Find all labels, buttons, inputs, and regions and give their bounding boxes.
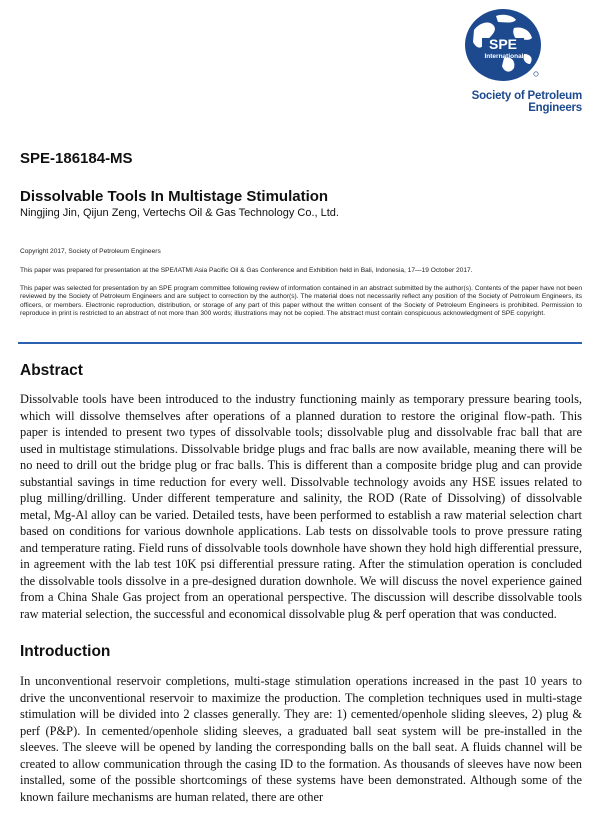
presentation-notice: This paper was prepared for presentation at the SPE/IATMI Asia Pacific Oil & Gas Conference and Exhibition held in Bali, Indonesia, 17—19 October 2017. — [20, 267, 473, 274]
globe-icon — [464, 8, 542, 82]
paper-id: SPE-186184-MS — [20, 150, 133, 167]
paper-title: Dissolvable Tools In Multistage Stimulation — [20, 188, 329, 205]
introduction-heading: Introduction — [20, 643, 111, 660]
section-divider — [18, 342, 582, 344]
introduction-body: In unconventional reservoir completions, multi-stage stimulation operations increased in the past 10 years to drive the unconventional reservoir to maximize the production. The completion techniques used in multi-stage stimulation will be divided into 2 classes generally. They are: 1) cemented/openhole sliding sleeves, 2) plug & perf (P&P). In cemented/openhole sliding sleeves, a graduated ball seat system will be pre-installed in the sleeves. The sleeve will be opened by landing the corresponding balls on the ball seat. A fluids channel will be created to allow communication through the casing ID to the formation. As thousands of sleeves have now been installed, some of the possible shortcomings of these systems have been demonstrated. Although some of the known failure mechanisms are human related, there are other — [20, 674, 582, 804]
spe-logo — [448, 8, 582, 114]
copyright-notice: Copyright 2017, Society of Petroleum Engineers — [20, 248, 161, 255]
logo-mark-text: SPE — [488, 36, 518, 52]
selection-notice: This paper was selected for presentation by an SPE program committee following review of information contained in an abstract submitted by the author(s). Contents of the paper have not been reviewed by the Society of Petroleum Engineers and are subject to correction by the author(s). The material does not necessarily reflect any position of the Society of Petroleum Engineers, its officers, or members. Electronic reproduction, distribution, or storage of any part of this paper without the written consent of the Society of Petroleum Engineers is prohibited. Permission to reproduce in print is restricted to an abstract of not more than 300 words; illustrations may not be copied. The abstract must contain conspicuous acknowledgment of SPE copyright. — [20, 285, 582, 317]
logo-subtext: International — [484, 53, 524, 60]
organization-name: Society of Petroleum Engineers — [471, 90, 582, 114]
abstract-heading: Abstract — [20, 362, 83, 379]
paper-authors: Ningjing Jin, Qijun Zeng, Vertechs Oil & Gas Technology Co., Ltd. — [20, 207, 339, 219]
abstract-body: Dissolvable tools have been introduced to the industry functioning mainly as temporary pressure bearing tools, which will dissolve themselves after operations of a planned duration to restore the original flow-path. This paper is intended to present two types of dissolvable tools; dissolvable plug and dissolvable frac ball that are used in multistage stimulations. Dissolvable bridge plugs and frac balls are now available, meaning there will be no need to drill out the bridge plug or frac balls. This is different than a composite bridge plug and can provide substantial savings in time reduction for every well. Dissolvable technology avoids any HSE issues related to plug milling/drilling. Under different temperature and salinity, the ROD (Rate of Dissolving) of dissolvable metal, Mg-Al alloy can be varied. Detailed tests, have been performed to establish a raw material selection chart based on conditions for various downhole applications. Lab tests on dissolvable tools to prove pressure rating and temperature rating. Field runs of dissolvable tools downhole have shown they hold high differential pressure, in agreement with the lab test 10K psi differential pressure rating. After the stimulation operation is concluded the dissolvable tools dissolve in a pre-designed duration downhole. We will discuss the novel experience gained from a China Shale Gas project from an operational perspective. The discussion will describe dissolvable tools raw material selection, the successful and economical dissolvable plug & perf operation that was conducted. — [20, 392, 582, 621]
